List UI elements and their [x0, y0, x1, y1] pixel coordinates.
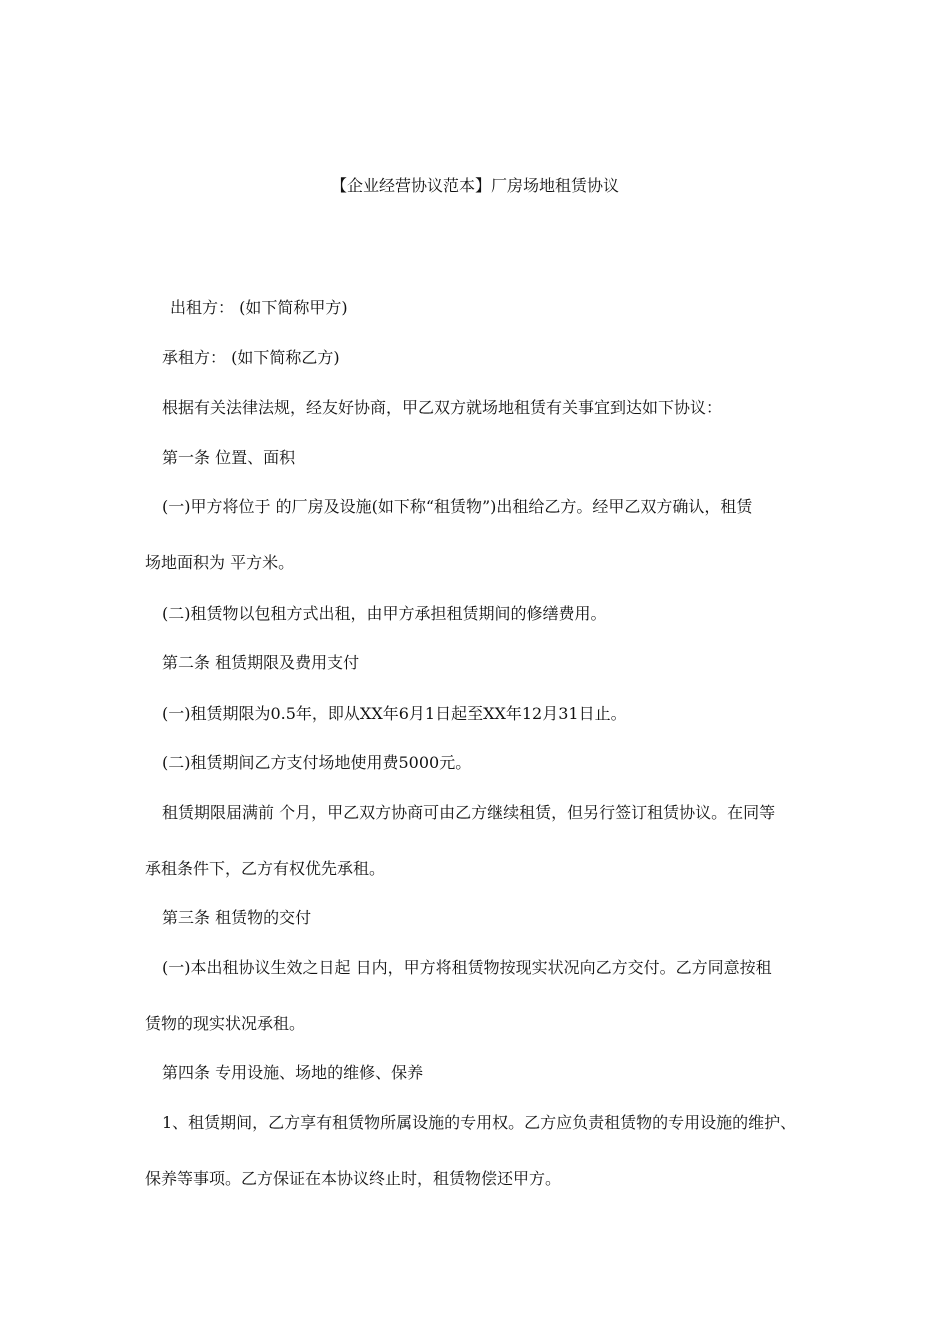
article-3-clause-1-line-1: (一)本出租协议生效之日起 日内，甲方将租赁物按现实状况向乙方交付。乙方同意按租 [162, 958, 772, 977]
article-2-clause-1: (一)租赁期限为0.5年，即从XX年6月1日起至XX年12月31日止。 [162, 704, 627, 723]
article-4-clause-1-line-2: 保养等事项。乙方保证在本协议终止时，租赁物偿还甲方。 [145, 1169, 562, 1188]
renewal-paragraph-line-2: 承租条件下，乙方有权优先承租。 [145, 859, 386, 878]
article-2-heading: 第二条 租赁期限及费用支付 [162, 653, 360, 672]
renewal-paragraph-line-1: 租赁期限届满前 个月，甲乙双方协商可由乙方继续租赁，但另行签订租赁协议。在同等 [162, 803, 776, 822]
article-4-heading: 第四条 专用设施、场地的维修、保养 [162, 1063, 424, 1082]
article-3-clause-1-line-2: 赁物的现实状况承租。 [145, 1014, 306, 1033]
article-1-heading: 第一条 位置、面积 [162, 448, 296, 467]
preamble-paragraph: 根据有关法律法规，经友好协商，甲乙双方就场地租赁有关事宜到达如下协议： [162, 398, 723, 417]
article-2-clause-2: (二)租赁期间乙方支付场地使用费5000元。 [162, 753, 472, 772]
article-4-clause-1-line-1: 1、租赁期间，乙方享有租赁物所属设施的专用权。乙方应负责租赁物的专用设施的维护、 [162, 1113, 797, 1132]
document-title: 【企业经营协议范本】厂房场地租赁协议 [330, 176, 619, 195]
article-3-heading: 第三条 租赁物的交付 [162, 908, 312, 927]
article-1-clause-2: (二)租赁物以包租方式出租，由甲方承担租赁期间的修缮费用。 [162, 604, 607, 623]
article-1-clause-1-line-2: 场地面积为 平方米。 [145, 553, 295, 572]
lessor-line: 出租方： (如下简称甲方) [170, 298, 348, 317]
lessee-line: 承租方： (如下简称乙方) [162, 348, 340, 367]
article-1-clause-1-line-1: (一)甲方将位于 的厂房及设施(如下称“租赁物”)出租给乙方。经甲乙双方确认，租赁 [162, 497, 753, 516]
